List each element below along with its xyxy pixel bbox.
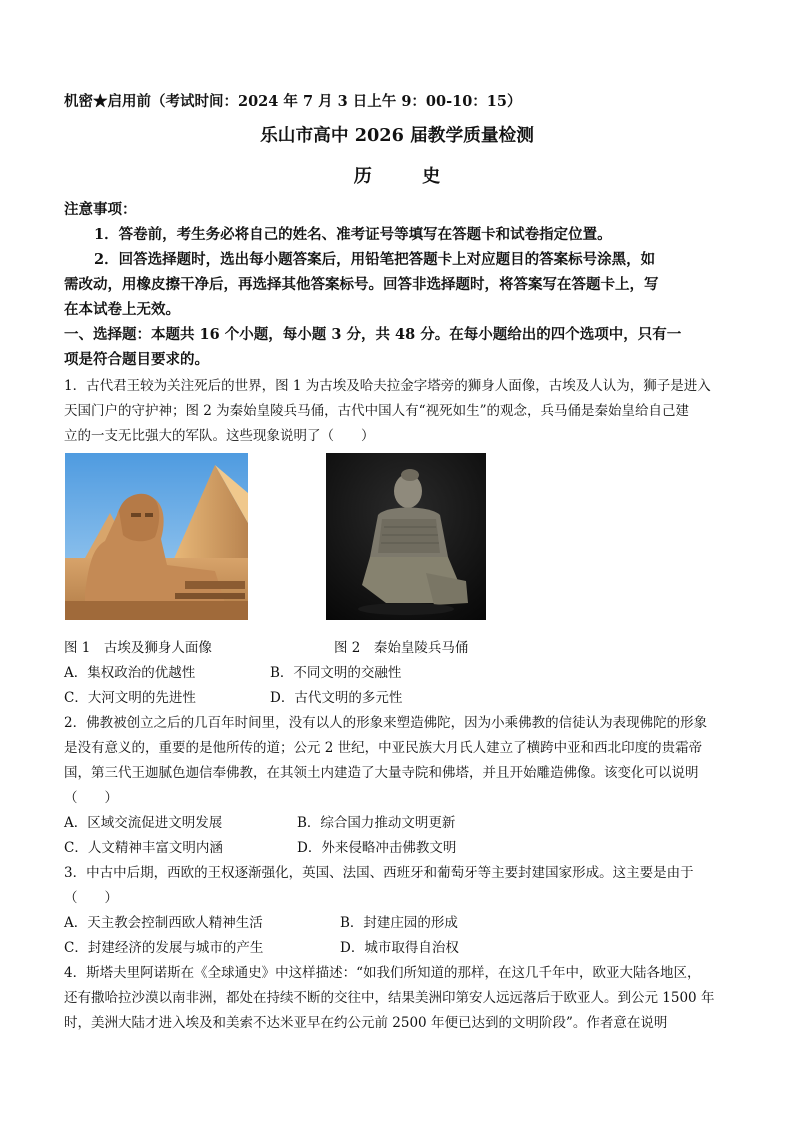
q3-stem-line-1: 3．中古中后期，西欧的王权逐渐强化，英国、法国、西班牙和葡萄牙等主要封建国家形成。这主要是由于 [64,865,694,881]
q2-option-c[interactable]: C．人文精神丰富文明内涵 [64,840,223,856]
q4-stem-line-1: 4．斯塔夫里阿诺斯在《全球通史》中这样描述：“如我们所知道的那样，在这几千年中，欧亚大陆各地区， [64,965,701,981]
note-item-2-line-2: 需改动，用橡皮擦干净后，再选择其他答案标号。回答非选择题时，将答案写在答题卡上，写 [64,276,659,293]
note-item-2-line-3: 在本试卷上无效。 [64,301,180,318]
q3-stem-line-2: （ ） [64,890,118,906]
q1-option-c[interactable]: C．大河文明的先进性 [64,690,196,706]
figure-1-caption: 图 1 古埃及狮身人面像 [64,640,212,656]
section-heading-line-1: 一、选择题：本题共 16 个小题，每小题 3 分，共 48 分。在每小题给出的四个选项中，只有一 [64,326,682,343]
q1-stem-line-1: 1．古代君王较为关注死后的世界，图 1 为古埃及哈夫拉金字塔旁的狮身人面像，古埃及人认为，狮子是进入 [64,378,711,394]
q1-stem-line-3: 立的一支无比强大的军队。这些现象说明了（ ） [64,428,375,444]
note-item-2-line-1: 2．回答选择题时，选出每小题答案后，用铅笔把答题卡上对应题目的答案标号涂黑，如 [94,251,656,268]
q2-stem-line-3: 国，第三代王迦腻色迦信奉佛教，在其领土内建造了大量寺院和佛塔，并且开始雕造佛像。该变化可以说明 [64,765,699,781]
q3-option-b[interactable]: B．封建庄园的形成 [340,915,458,931]
q2-option-d[interactable]: D．外来侵略冲击佛教文明 [297,840,457,856]
q3-option-d[interactable]: D．城市取得自治权 [340,940,459,956]
subject-title: 历 史 [353,166,463,187]
terracotta-warrior-image [326,453,486,620]
page-title: 乐山市高中 2026 届教学质量检测 [260,125,534,146]
q1-option-d[interactable]: D．古代文明的多元性 [270,690,403,706]
q2-stem-line-4: （ ） [64,790,118,806]
figure-2-caption: 图 2 秦始皇陵兵马俑 [334,640,469,656]
q3-option-c[interactable]: C．封建经济的发展与城市的产生 [64,940,264,956]
q1-stem-line-2: 天国门户的守护神；图 2 为秦始皇陵兵马俑，古代中国人有“视死如生”的观念，兵马俑是秦始皇给自己建 [64,403,689,419]
section-heading-line-2: 项是符合题目要求的。 [64,351,209,368]
q2-option-a[interactable]: A．区域交流促进文明发展 [64,815,223,831]
sphinx-pyramid-image [65,453,248,620]
note-item-1: 1．答卷前，考生务必将自己的姓名、准考证号等填写在答题卡和试卷指定位置。 [94,226,612,243]
q3-option-a[interactable]: A．天主教会控制西欧人精神生活 [64,915,263,931]
q1-option-a[interactable]: A．集权政治的优越性 [64,665,196,681]
q2-stem-line-2: 是没有意义的，重要的是他所传的道；公元 2 世纪，中亚民族大月氏人建立了横跨中亚和西北印度的贵霜帝 [64,740,703,756]
notes-heading: 注意事项： [64,201,137,218]
confidential-line: 机密★启用前（考试时间：2024 年 7 月 3 日上午 9：00-10：15） [64,93,522,110]
q2-stem-line-1: 2．佛教被创立之后的几百年时间里，没有以人的形象来塑造佛陀，因为小乘佛教的信徒认为表现佛陀的形象 [64,715,708,731]
q1-option-b[interactable]: B．不同文明的交融性 [270,665,402,681]
q4-stem-line-2: 还有撒哈拉沙漠以南非洲，都处在持续不断的交往中，结果美洲印第安人远远落后于欧亚人。到公元 1500 年 [64,990,715,1006]
q4-stem-line-3: 时，美洲大陆才进入埃及和美索不达米亚早在约公元前 2500 年便已达到的文明阶段”。作者意在说明 [64,1015,668,1031]
q2-option-b[interactable]: B．综合国力推动文明更新 [297,815,456,831]
